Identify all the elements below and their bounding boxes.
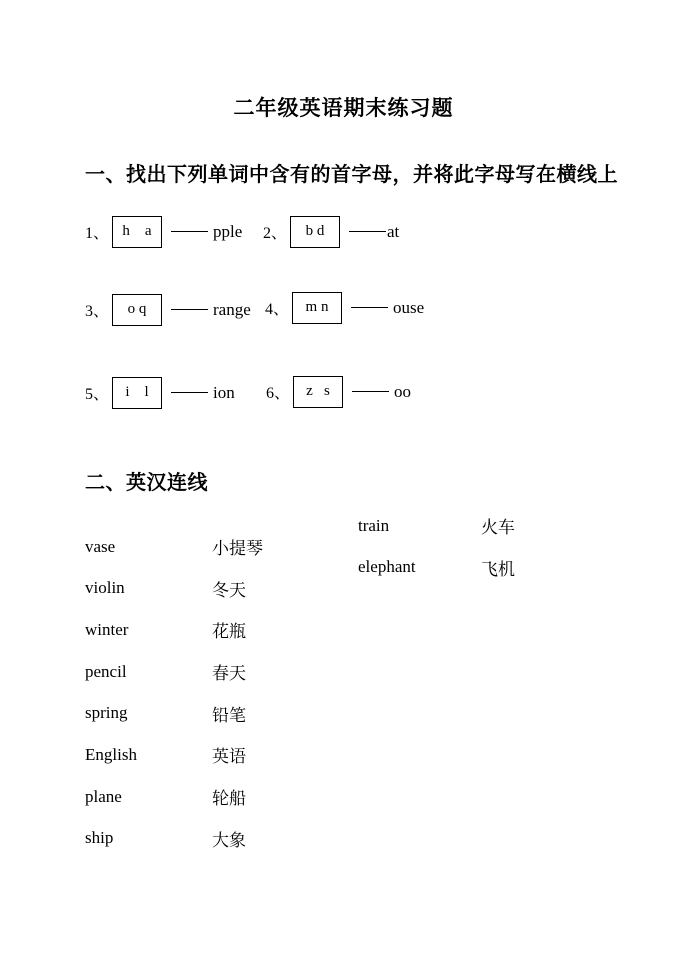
answer-blank-line <box>171 231 208 232</box>
match-list-right <box>358 515 515 598</box>
section-one-heading: 一、找出下列单词中含有的首字母，并将此字母写在横线上 <box>85 164 618 186</box>
question-number: 3、 <box>85 303 110 320</box>
match-list-left <box>85 536 263 870</box>
question-item-4 <box>265 291 424 324</box>
question-item-5 <box>85 376 235 409</box>
word-suffix: ouse <box>393 297 425 317</box>
question-number: 5、 <box>85 386 110 403</box>
chinese-word: 春天 <box>212 664 246 684</box>
letter-choice-box: b d <box>290 216 340 248</box>
chinese-word: 小提琴 <box>212 539 263 558</box>
chinese-word: 轮船 <box>212 789 246 809</box>
match-row <box>358 515 515 536</box>
english-word: winter <box>85 619 129 639</box>
english-word: pencil <box>85 661 127 681</box>
letter-choice-box: o q <box>112 294 162 326</box>
match-row <box>85 744 263 765</box>
answer-blank-line <box>352 391 389 392</box>
question-item-2 <box>263 215 399 248</box>
match-row <box>85 703 263 724</box>
english-word: vase <box>85 536 116 556</box>
match-row <box>85 578 263 599</box>
chinese-word: 冬天 <box>212 580 246 600</box>
chinese-word: 火车 <box>481 518 515 537</box>
question-number: 6、 <box>266 385 291 402</box>
page-title: 二年级英语期末练习题 <box>233 97 454 120</box>
word-suffix: range <box>213 299 251 319</box>
question-number: 4、 <box>265 301 290 318</box>
letter-choice-box: m n <box>292 292 342 324</box>
question-item-3 <box>85 293 251 326</box>
word-suffix: at <box>387 221 400 241</box>
section-two-heading: 二、英汉连线 <box>85 472 208 494</box>
match-row <box>85 536 263 557</box>
answer-blank-line <box>171 392 208 393</box>
question-number: 2、 <box>263 225 288 242</box>
english-word: ship <box>85 828 114 848</box>
word-suffix: ion <box>213 382 235 402</box>
english-word: plane <box>85 786 122 806</box>
chinese-word: 飞机 <box>481 559 515 579</box>
chinese-word: 英语 <box>212 747 246 767</box>
chinese-word: 花瓶 <box>212 622 246 642</box>
english-word: train <box>358 515 390 535</box>
question-number: 1、 <box>85 225 110 242</box>
english-word: elephant <box>358 557 416 577</box>
answer-blank-line <box>171 309 208 310</box>
match-row <box>85 661 263 682</box>
match-row <box>358 557 515 578</box>
letter-choice-box: z s <box>293 376 343 408</box>
english-word: English <box>85 744 137 764</box>
question-item-6 <box>266 375 411 408</box>
word-suffix: pple <box>213 221 243 241</box>
match-row <box>85 619 263 640</box>
answer-blank-line <box>349 231 386 232</box>
chinese-word: 大象 <box>212 830 246 850</box>
word-suffix: oo <box>394 381 412 401</box>
english-word: violin <box>85 578 125 598</box>
english-word: spring <box>85 703 128 723</box>
answer-blank-line <box>351 307 388 308</box>
letter-choice-box: h a <box>112 216 162 248</box>
question-item-1 <box>85 215 242 248</box>
match-row <box>85 786 263 807</box>
letter-choice-box: i l <box>112 377 162 409</box>
chinese-word: 铅笔 <box>212 705 246 725</box>
match-row <box>85 828 263 849</box>
